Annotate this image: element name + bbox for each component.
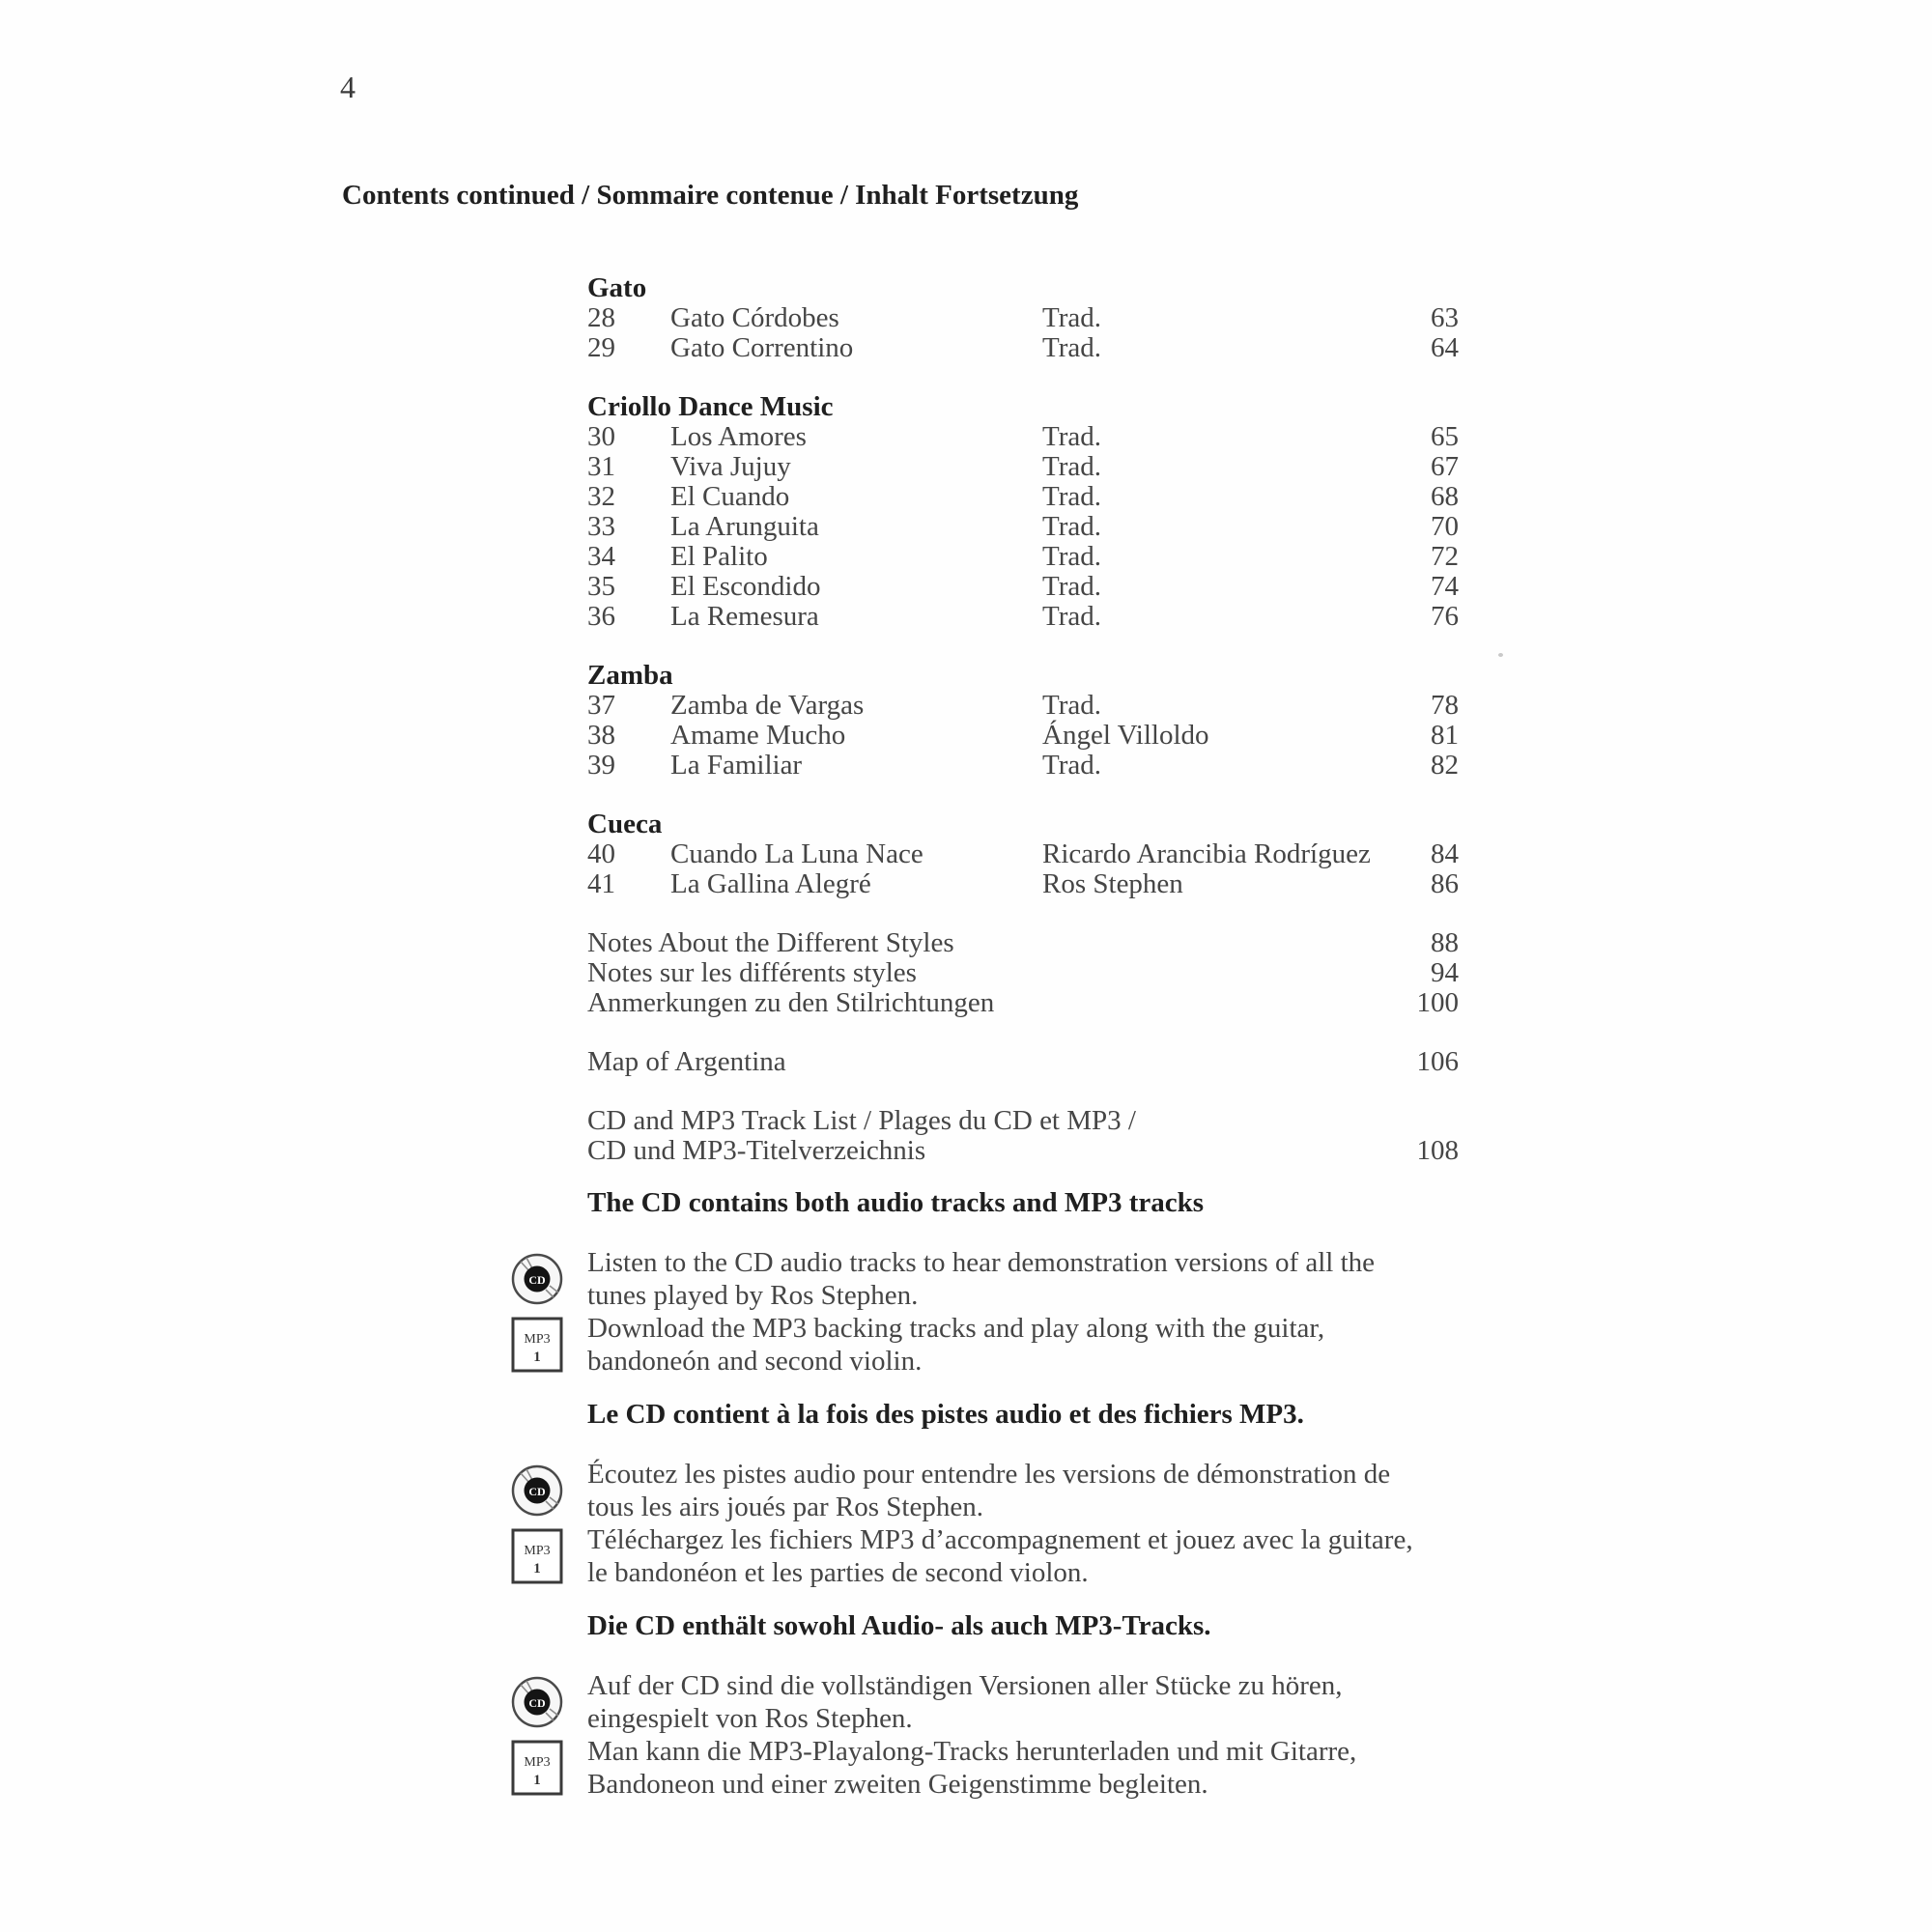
track-number: 31 [587, 451, 615, 482]
info-text-line: Download the MP3 backing tracks and play along with the guitar, [587, 1313, 1325, 1344]
extra-text: CD und MP3-Titelverzeichnis [587, 1135, 926, 1166]
track-page: 64 [1431, 332, 1459, 363]
track-page: 81 [1431, 720, 1459, 751]
track-number: 34 [587, 541, 615, 572]
track-page: 67 [1431, 451, 1459, 482]
info-block-french [510, 1398, 1459, 1589]
info-heading: The CD contains both audio tracks and MP3 tracks [587, 1187, 1205, 1218]
svg-text:MP3: MP3 [524, 1332, 551, 1347]
map-group [587, 1047, 1459, 1077]
toc-section-zamba [587, 661, 1459, 781]
extra-row [587, 1047, 1459, 1077]
track-number: 29 [587, 332, 615, 363]
track-title: Los Amores [670, 421, 807, 452]
info-block-english [510, 1186, 1459, 1378]
track-page: 63 [1431, 302, 1459, 333]
track-title: La Arunguita [670, 511, 819, 542]
track-page: 76 [1431, 601, 1459, 632]
track-row [587, 333, 1459, 363]
mp3-icon [510, 1312, 587, 1378]
extra-text: Notes About the Different Styles [587, 927, 954, 958]
track-page: 84 [1431, 838, 1459, 869]
track-page: 82 [1431, 750, 1459, 781]
svg-text:MP3: MP3 [524, 1755, 551, 1770]
extra-row [587, 1106, 1459, 1136]
svg-text:1: 1 [533, 1773, 541, 1788]
track-title: El Escondido [670, 571, 821, 602]
svg-text:CD: CD [528, 1696, 546, 1710]
mp3-info-text [587, 1312, 1459, 1378]
track-title: El Palito [670, 541, 768, 572]
track-number: 28 [587, 302, 615, 333]
track-number: 37 [587, 690, 615, 721]
cd-info-text [587, 1669, 1459, 1735]
toc-section-gato [587, 273, 1459, 363]
track-composer: Ángel Villoldo [1042, 720, 1209, 751]
track-row [587, 303, 1459, 333]
track-number: 36 [587, 601, 615, 632]
track-title: Cuando La Luna Nace [670, 838, 923, 869]
track-row [587, 839, 1459, 869]
mp3-info-text [587, 1735, 1459, 1801]
track-page: 68 [1431, 481, 1459, 512]
mp3-info-text [587, 1523, 1459, 1589]
cd-info-item [510, 1246, 1459, 1312]
track-page: 86 [1431, 868, 1459, 899]
svg-text:CD: CD [528, 1273, 546, 1287]
track-composer: Trad. [1042, 541, 1101, 572]
track-row [587, 422, 1459, 452]
track-row [587, 691, 1459, 721]
extra-text: Map of Argentina [587, 1046, 786, 1077]
cd-info-item [510, 1669, 1459, 1735]
track-composer: Trad. [1042, 571, 1101, 602]
track-composer: Trad. [1042, 451, 1101, 482]
extra-page: 100 [1416, 987, 1459, 1018]
track-title: Zamba de Vargas [670, 690, 865, 721]
toc-section-cueca [587, 810, 1459, 899]
table-of-contents [587, 273, 1459, 1195]
info-text-line: Écoutez les pistes audio pour entendre les versions de démonstration de [587, 1459, 1391, 1490]
track-title: La Gallina Alegré [670, 868, 871, 899]
track-page: 72 [1431, 541, 1459, 572]
info-heading: Le CD contient à la fois des pistes audio et des fichiers MP3. [587, 1399, 1304, 1430]
track-composer: Trad. [1042, 511, 1101, 542]
extra-text: Notes sur les différents styles [587, 957, 917, 988]
extra-row [587, 1136, 1459, 1166]
track-title: La Familiar [670, 750, 803, 781]
track-number: 39 [587, 750, 615, 781]
cd-info-text [587, 1246, 1459, 1312]
cd-icon [510, 1246, 587, 1312]
cd-mp3-info [510, 1186, 1459, 1821]
track-title: Gato Córdobes [670, 302, 839, 333]
mp3-info-item [510, 1312, 1459, 1378]
track-row [587, 512, 1459, 542]
track-number: 33 [587, 511, 615, 542]
track-row [587, 572, 1459, 602]
cd-info-text [587, 1458, 1459, 1523]
track-number: 35 [587, 571, 615, 602]
info-text-line: tous les airs joués par Ros Stephen. [587, 1492, 983, 1522]
info-text-line: Bandoneon und einer zweiten Geigenstimme begleiten. [587, 1769, 1208, 1800]
cd-icon [510, 1669, 587, 1735]
info-block-german [510, 1609, 1459, 1801]
extra-row [587, 958, 1459, 988]
info-text-line: Listen to the CD audio tracks to hear demonstration versions of all the [587, 1247, 1376, 1278]
track-page: 78 [1431, 690, 1459, 721]
extra-text: CD and MP3 Track List / Plages du CD et MP3 / [587, 1105, 1136, 1136]
notes-links-group [587, 928, 1459, 1018]
section-heading: Zamba [587, 660, 673, 691]
toc-section-criollo [587, 392, 1459, 632]
track-title: La Remesura [670, 601, 819, 632]
track-composer: Trad. [1042, 481, 1101, 512]
info-text-line: Man kann die MP3-Playalong-Tracks herunterladen und mit Gitarre, [587, 1736, 1357, 1767]
tracklist-group [587, 1106, 1459, 1166]
track-title: Viva Jujuy [670, 451, 791, 482]
info-text-line: tunes played by Ros Stephen. [587, 1280, 919, 1311]
track-number: 40 [587, 838, 615, 869]
extra-page [1389, 1106, 1459, 1136]
section-heading: Criollo Dance Music [587, 391, 834, 422]
track-composer: Trad. [1042, 421, 1101, 452]
extra-page: 108 [1416, 1135, 1459, 1166]
track-row [587, 602, 1459, 632]
cd-icon [510, 1458, 587, 1523]
section-heading: Gato [587, 272, 647, 303]
track-composer: Trad. [1042, 690, 1101, 721]
track-row [587, 542, 1459, 572]
track-number: 30 [587, 421, 615, 452]
track-row [587, 452, 1459, 482]
extra-row [587, 988, 1459, 1018]
info-text-line: Auf der CD sind die vollständigen Versionen aller Stücke zu hören, [587, 1670, 1343, 1701]
svg-text:CD: CD [528, 1485, 546, 1498]
svg-text:MP3: MP3 [524, 1544, 551, 1558]
track-title: Gato Correntino [670, 332, 854, 363]
section-heading: Cueca [587, 809, 663, 839]
track-page: 70 [1431, 511, 1459, 542]
extra-text: Anmerkungen zu den Stilrichtungen [587, 987, 995, 1018]
track-page: 65 [1431, 421, 1459, 452]
track-number: 38 [587, 720, 615, 751]
track-composer: Trad. [1042, 332, 1101, 363]
extra-page: 106 [1416, 1046, 1459, 1077]
track-row [587, 721, 1459, 751]
info-text-line: Téléchargez les fichiers MP3 d’accompagnement et jouez avec la guitare, [587, 1524, 1413, 1555]
track-row [587, 869, 1459, 899]
scan-speck [1498, 653, 1503, 657]
page-number: 4 [340, 70, 355, 104]
svg-text:1: 1 [533, 1350, 541, 1365]
extra-page: 94 [1431, 957, 1459, 988]
mp3-info-item [510, 1523, 1459, 1589]
info-text-line: eingespielt von Ros Stephen. [587, 1703, 913, 1734]
info-text-line: bandoneón and second violin. [587, 1346, 923, 1377]
mp3-icon [510, 1523, 587, 1589]
contents-header: Contents continued / Sommaire contenue / Inhalt Fortsetzung [342, 180, 1079, 211]
track-title: El Cuando [670, 481, 790, 512]
track-number: 32 [587, 481, 615, 512]
track-composer: Trad. [1042, 302, 1101, 333]
track-composer: Ros Stephen [1042, 868, 1183, 899]
track-title: Amame Mucho [670, 720, 846, 751]
info-text-line: le bandonéon et les parties de second violon. [587, 1557, 1089, 1588]
track-page: 74 [1431, 571, 1459, 602]
extra-row [587, 928, 1459, 958]
mp3-icon [510, 1735, 587, 1801]
cd-info-item [510, 1458, 1459, 1523]
track-composer: Ricardo Arancibia Rodríguez [1042, 838, 1371, 869]
track-number: 41 [587, 868, 615, 899]
track-row [587, 482, 1459, 512]
track-composer: Trad. [1042, 750, 1101, 781]
extra-page: 88 [1431, 927, 1459, 958]
track-composer: Trad. [1042, 601, 1101, 632]
track-row [587, 751, 1459, 781]
svg-text:1: 1 [533, 1561, 541, 1577]
info-heading: Die CD enthält sowohl Audio- als auch MP3-Tracks. [587, 1610, 1211, 1641]
mp3-info-item [510, 1735, 1459, 1801]
